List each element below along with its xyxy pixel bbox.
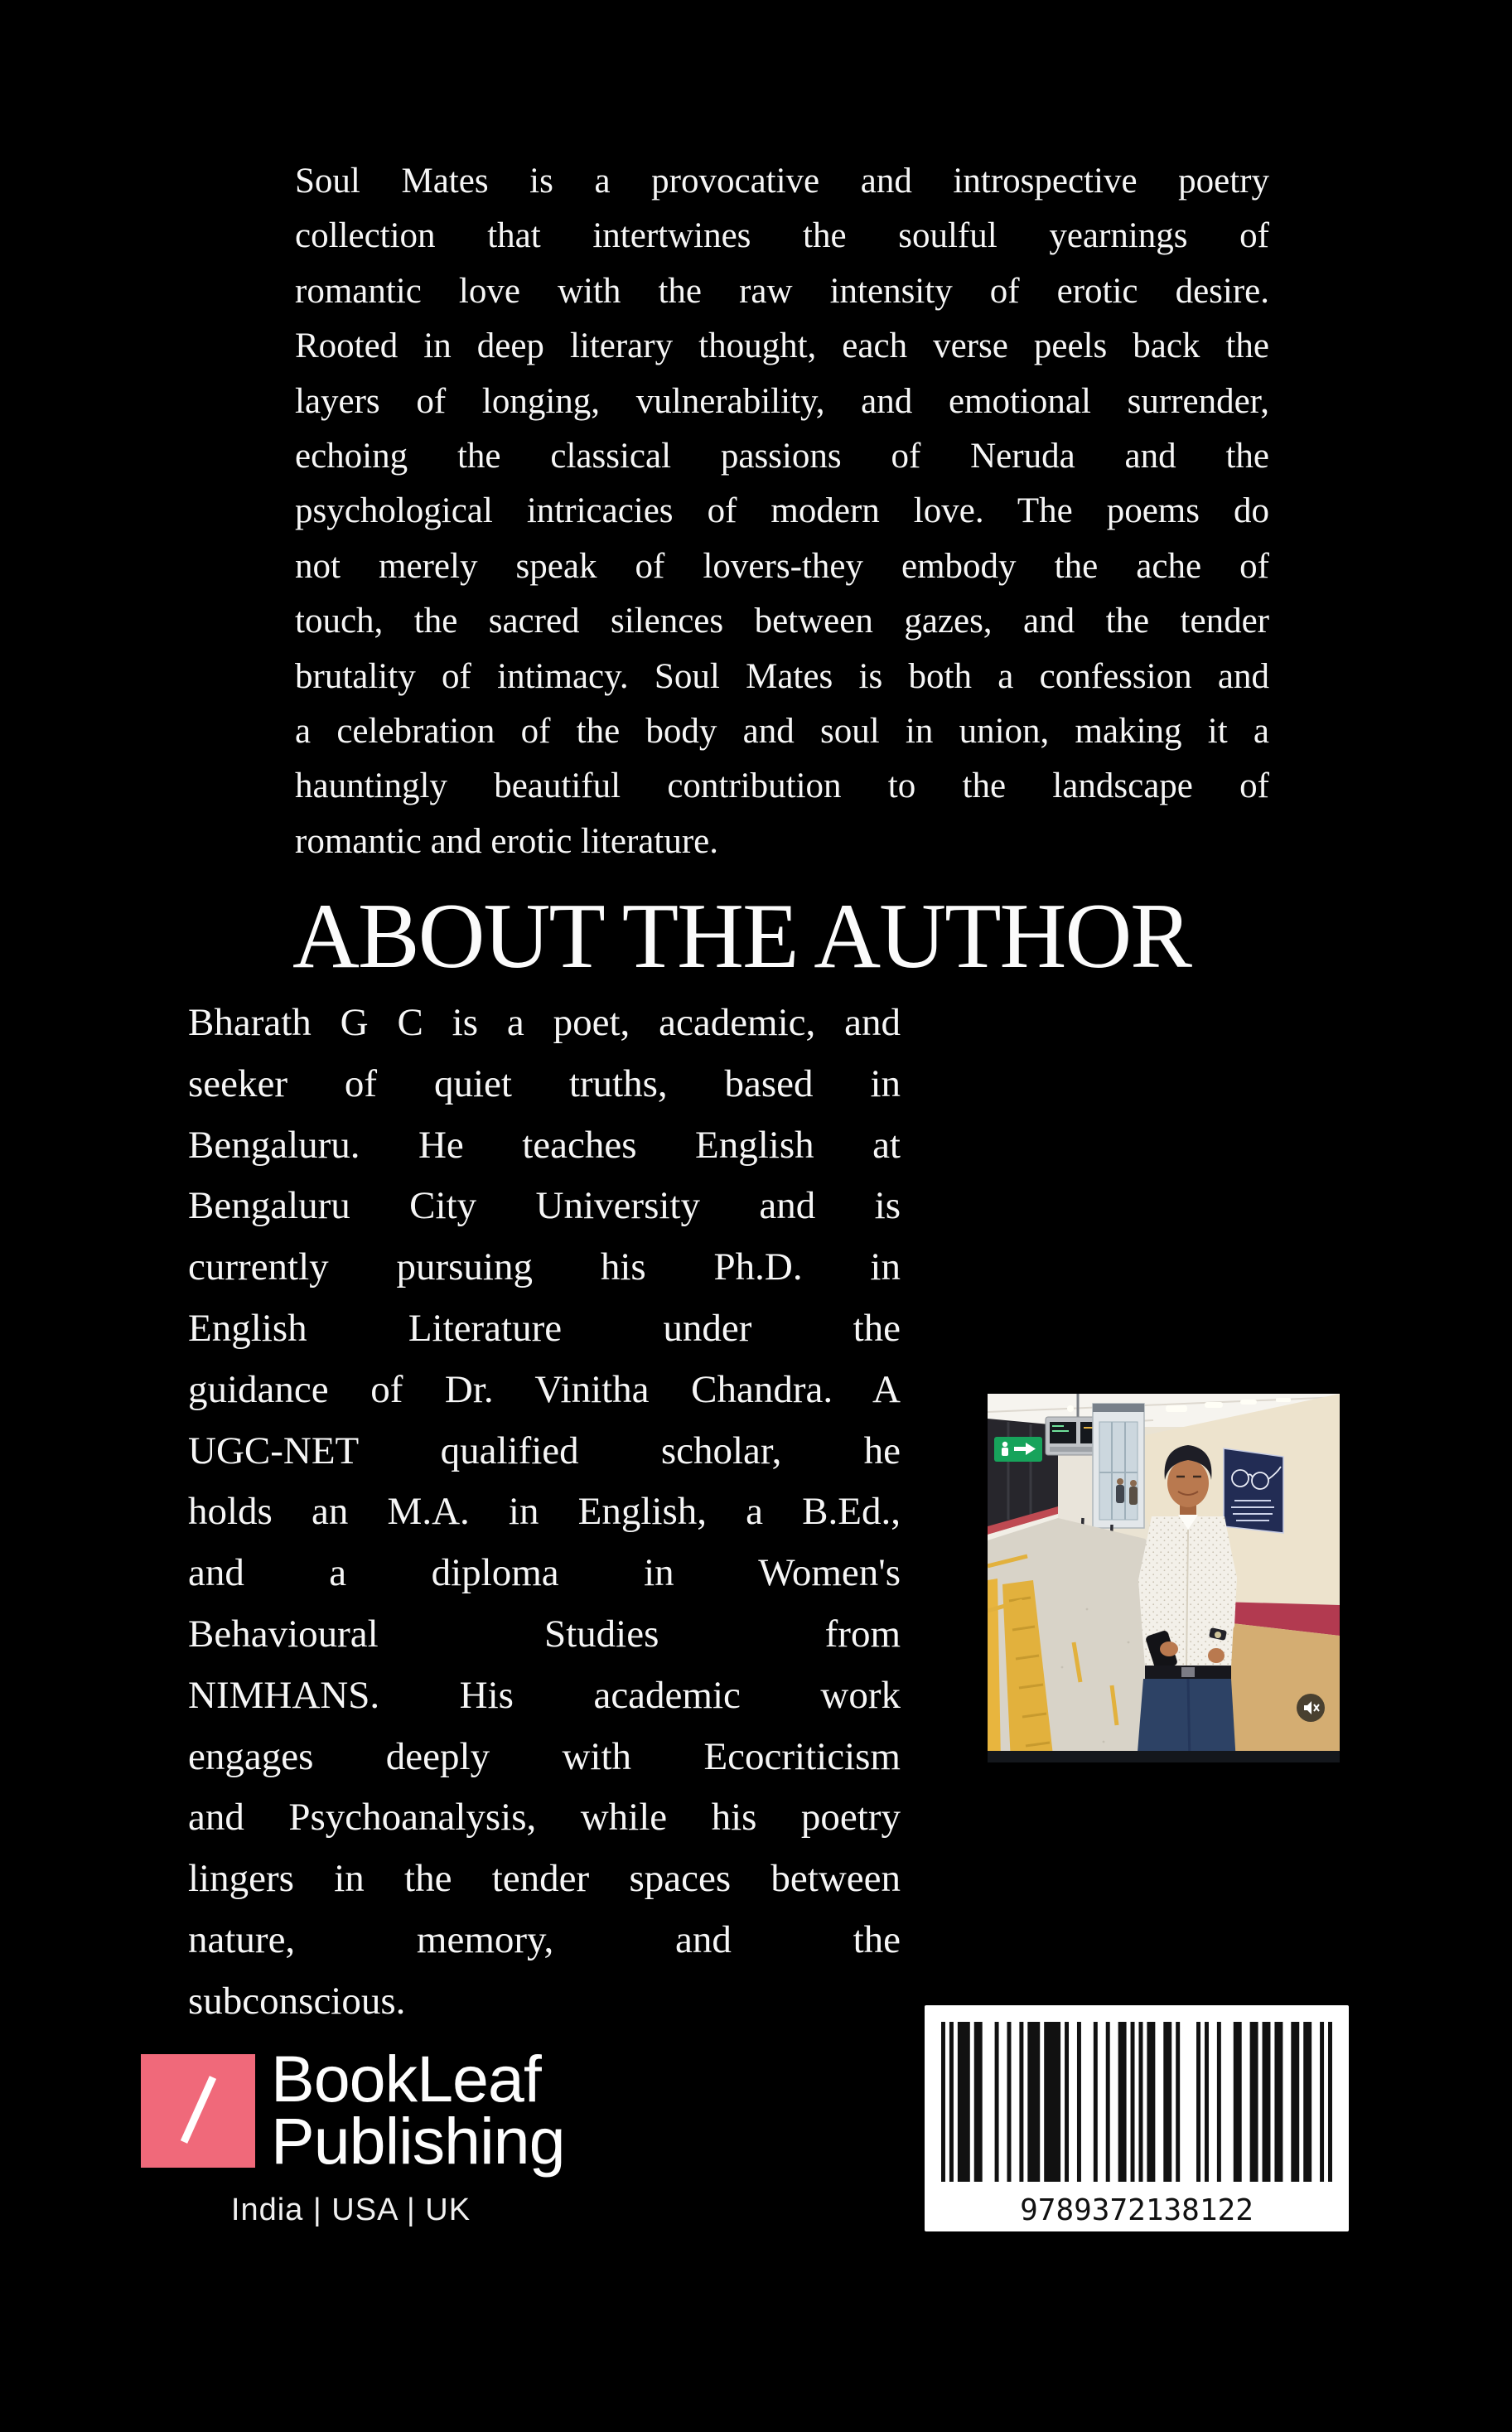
text-line: NIMHANS. His academic work	[188, 1673, 901, 1717]
publisher-logo	[141, 2042, 565, 2178]
text-line: Rooted in deep literary thought, each verse peels back the	[295, 326, 1269, 366]
text-line: Bengaluru. He teaches English at	[188, 1123, 901, 1167]
text-line: UGC-NET qualified scholar, he	[188, 1429, 901, 1472]
text-line: and Psychoanalysis, while his poetry	[188, 1796, 901, 1840]
text-line: brutality of intimacy. Soul Mates is both a confession and	[295, 656, 1269, 696]
publisher-name	[271, 2042, 565, 2178]
text-line: layers of longing, vulnerability, and emotional surrender,	[295, 381, 1269, 421]
text-line: seeker of quiet truths, based in	[188, 1061, 901, 1105]
text-line: hauntingly beautiful contribution to the landscape of	[295, 766, 1269, 806]
text-line: English Literature under the	[188, 1306, 901, 1350]
muted-speaker-icon	[1297, 1694, 1325, 1722]
text-line: Bengaluru City University and is	[188, 1184, 901, 1228]
isbn-number: 9789372138122	[1020, 2193, 1254, 2227]
isbn-barcode	[925, 2005, 1349, 2231]
publisher-name-line1: BookLeaf	[271, 2042, 541, 2115]
text-line: romantic and erotic literature.	[295, 821, 718, 861]
author-photo	[988, 1394, 1340, 1762]
publisher-name-line2: Publishing	[271, 2104, 565, 2178]
text-line: Soul Mates is a provocative and introspective poetry	[295, 162, 1269, 201]
spectacles-sign	[1224, 1448, 1283, 1533]
text-line: and a diploma in Women's	[188, 1551, 901, 1595]
barcode-bars	[941, 2022, 1332, 2182]
text-line: holds an M.A. in English, a B.Ed.,	[188, 1490, 901, 1534]
publisher-regions: India | USA | UK	[230, 2193, 471, 2227]
text-line: collection that intertwines the soulful yearnings of	[295, 216, 1269, 256]
exit-sign	[994, 1437, 1042, 1462]
text-line: Behavioural Studies from	[188, 1612, 901, 1656]
text-line: engages deeply with Ecocriticism	[188, 1734, 901, 1778]
text-line: Bharath G C is a poet, academic, and	[188, 1001, 901, 1044]
synopsis-paragraph	[295, 154, 1269, 869]
text-line: a celebration of the body and soul in union, making it a	[295, 712, 1269, 752]
text-line: currently pursuing his Ph.D. in	[188, 1245, 901, 1289]
text-line: nature, memory, and the	[188, 1917, 901, 1961]
text-line: touch, the sacred silences between gazes, and the tender	[295, 602, 1269, 641]
elevator	[1093, 1404, 1144, 1528]
text-line: subconscious.	[188, 1979, 406, 2023]
text-line: psychological intricacies of modern love. The poems do	[295, 491, 1269, 531]
metro-station-scene	[988, 1394, 1340, 1762]
text-line: romantic love with the raw intensity of erotic desire.	[295, 271, 1269, 311]
slash-icon	[141, 2054, 255, 2168]
text-line: guidance of Dr. Vinitha Chandra. A	[188, 1367, 901, 1411]
video-letterbox	[988, 1751, 1340, 1762]
about-the-author-heading: ABOUT THE AUTHOR	[292, 885, 1191, 988]
text-line: echoing the classical passions of Neruda and the	[295, 437, 1269, 476]
text-line: lingers in the tender spaces between	[188, 1857, 901, 1901]
bookleaf-logo-mark	[141, 2054, 255, 2168]
text-line: not merely speak of lovers-they embody the ache of	[295, 546, 1269, 586]
author-bio	[188, 993, 901, 2033]
